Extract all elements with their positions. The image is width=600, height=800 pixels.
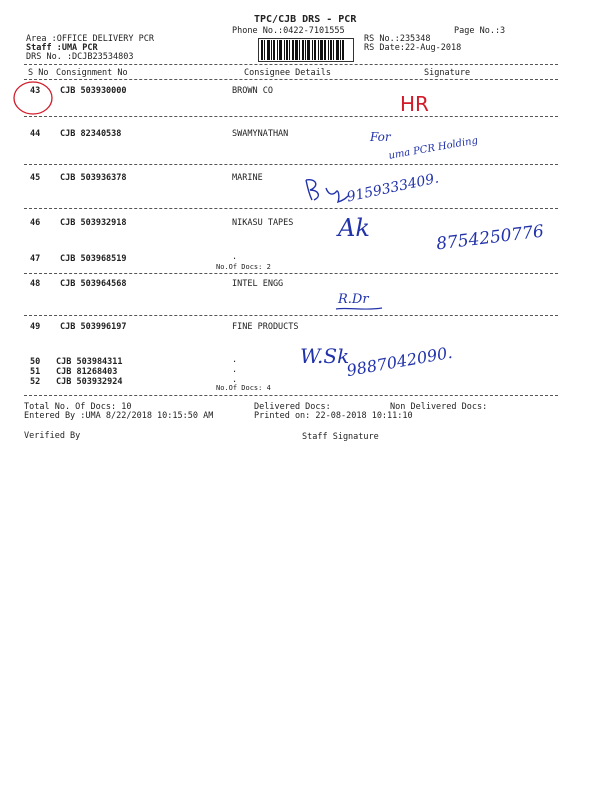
handwritten-signature: R.Dr	[338, 292, 369, 307]
handwritten-signature: HR	[400, 92, 429, 116]
row-consignment: CJB 503932918	[60, 218, 127, 228]
drs-number: DRS No. :DCJB23534803	[26, 52, 134, 62]
area-label: Area :OFFICE DELIVERY PCR	[26, 34, 154, 44]
row-consignment: CJB 81268403	[56, 367, 118, 377]
row-divider	[24, 208, 558, 209]
handwritten-signature	[300, 176, 350, 204]
printed-on: Printed on: 22-08-2018 10:11:10	[254, 411, 413, 421]
row-sno: 43	[30, 86, 41, 96]
row-sno: 44	[30, 129, 41, 139]
row-divider	[24, 164, 558, 165]
col-signature: Signature	[424, 68, 471, 78]
row-consignment: CJB 503968519	[60, 254, 127, 264]
handwritten-signature: W.Sk	[300, 344, 350, 368]
row-sno: 52	[30, 377, 41, 387]
row-consignee: .	[232, 365, 238, 375]
row-sno: 46	[30, 218, 41, 228]
row-consignee: INTEL ENGG	[232, 279, 284, 289]
col-sno: S No	[28, 68, 49, 78]
handwritten-signature: Ak	[338, 214, 370, 242]
row-consignee: .	[232, 252, 238, 262]
row-consignee: BROWN CO	[232, 86, 273, 96]
row-consignment: CJB 503932924	[56, 377, 123, 387]
signature-underline	[334, 306, 384, 312]
row-divider	[24, 315, 558, 316]
total-docs: Total No. Of Docs: 10	[24, 402, 132, 412]
table-bottom-rule	[24, 395, 558, 396]
handwritten-note: uma PCR Holding	[387, 135, 479, 162]
entered-by: Entered By :UMA 8/22/2018 10:15:50 AM	[24, 411, 214, 421]
row-sno: 51	[30, 367, 41, 377]
rs-number: RS No.:235348	[364, 34, 431, 44]
col-consignment: Consignment No	[56, 68, 128, 78]
staff-signature: Staff Signature	[302, 432, 379, 442]
row-consignment: CJB 503930000	[60, 86, 127, 96]
row-divider	[24, 273, 558, 274]
docs-count: No.Of Docs: 2	[216, 263, 271, 271]
row-consignee: NIKASU TAPES	[232, 218, 294, 228]
report-title: TPC/CJB DRS - PCR	[254, 14, 357, 25]
row-consignee: MARINE	[232, 173, 263, 183]
handwritten-note: For	[370, 130, 391, 144]
row-consignee: .	[232, 375, 238, 385]
rs-date: RS Date:22-Aug-2018	[364, 43, 462, 53]
row-consignment: CJB 503936378	[60, 173, 127, 183]
handwritten-phone: 9159333409.	[345, 170, 441, 206]
handwritten-phone: 8754250776	[435, 221, 545, 255]
row-divider	[24, 116, 558, 117]
page-number: Page No.:3	[454, 26, 506, 36]
circle-mark-icon	[10, 78, 56, 118]
row-sno: 48	[30, 279, 41, 289]
row-consignment: CJB 503964568	[60, 279, 127, 289]
staff-label: Staff :UMA PCR	[26, 43, 98, 53]
phone-number: Phone No.:0422-7101555	[232, 26, 345, 36]
row-sno: 45	[30, 173, 41, 183]
row-sno: 47	[30, 254, 41, 264]
row-consignment: CJB 503996197	[60, 322, 127, 332]
verified-by: Verified By	[24, 431, 81, 441]
delivered-docs: Delivered Docs:	[254, 402, 331, 412]
handwritten-phone: 9887042090.	[345, 342, 454, 381]
header-top-rule	[24, 64, 558, 65]
row-consignee: .	[232, 355, 238, 365]
row-sno: 50	[30, 357, 41, 367]
col-consignee: Consignee Details	[244, 68, 331, 78]
row-consignment: CJB 503984311	[56, 357, 123, 367]
drs-barcode	[258, 38, 354, 62]
header-bottom-rule	[24, 79, 558, 80]
row-consignment: CJB 82340538	[60, 129, 122, 139]
row-consignee: FINE PRODUCTS	[232, 322, 299, 332]
docs-count: No.Of Docs: 4	[216, 384, 271, 392]
row-sno: 49	[30, 322, 41, 332]
non-delivered-docs: Non Delivered Docs:	[390, 402, 488, 412]
row-consignee: SWAMYNATHAN	[232, 129, 289, 139]
